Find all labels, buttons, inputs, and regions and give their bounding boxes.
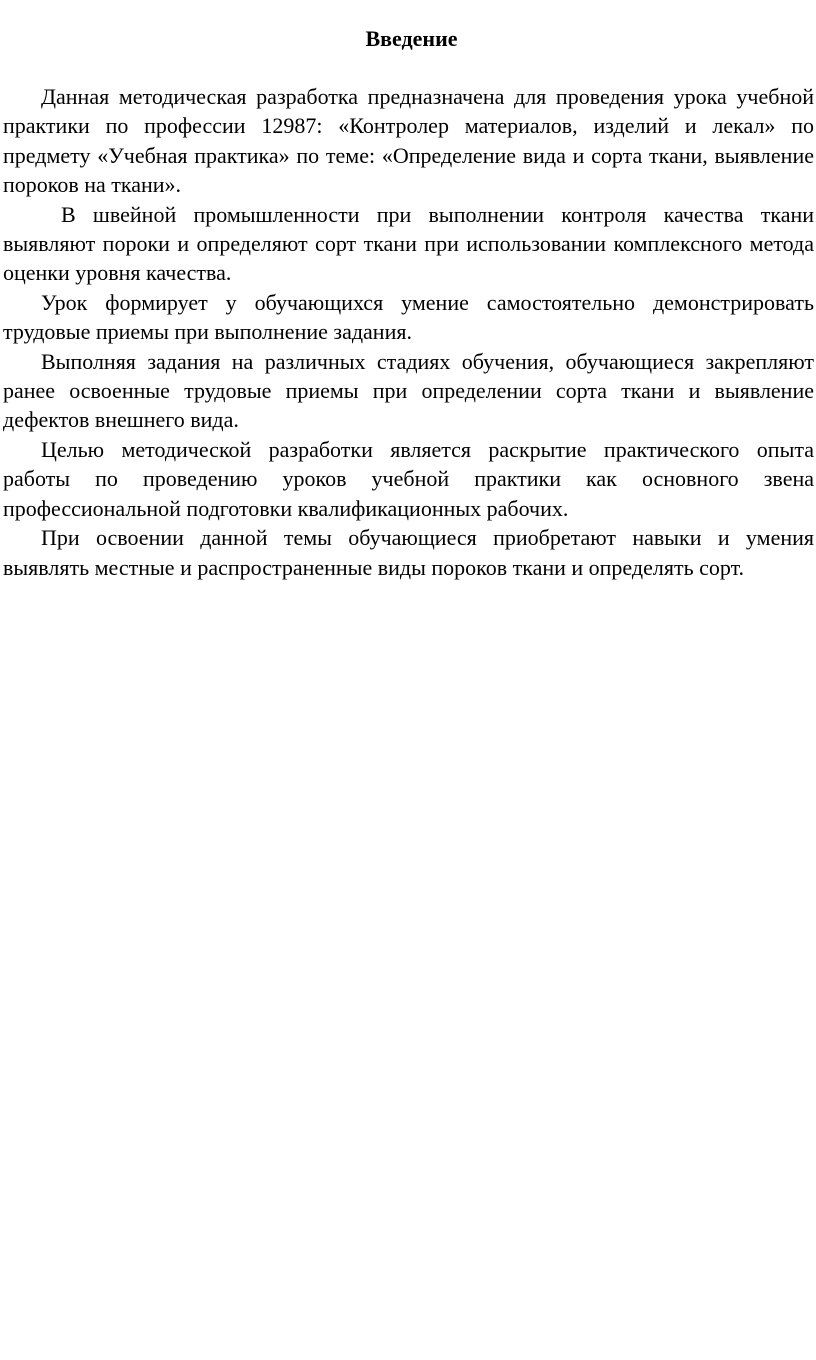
paragraph-lesson-skills: Урок формирует у обучающихся умение самостоятельно демонстрировать трудовые приемы при выполнение задания. (3, 289, 814, 345)
paragraph-goal: Целью методической разработки является раскрытие практического опыта работы по проведению уроков учебной практики как основного звена профессиональной подготовки квалификационных рабочих. (3, 436, 814, 521)
document-body (3, 82, 814, 582)
document-title: Введение (365, 26, 458, 51)
paragraph-tasks: Выполняя задания на различных стадиях обучения, обучающиеся закрепляют ранее освоенные трудовые приемы при определении сорта ткани и выявление дефектов внешнего вида. (3, 348, 814, 433)
paragraph-industry: В швейной промышленности при выполнении контроля качества ткани выявляют пороки и определяют сорт ткани при использовании комплексного метода оценки уровня качества. (3, 201, 814, 286)
paragraph-purpose: Данная методическая разработка предназначена для проведения урока учебной практики по профессии 12987: «Контролер материалов, изделий и лекал» по предмету «Учебная практика» по теме: «Определение вида и сорта ткани, выявление пороков на ткани». (3, 84, 814, 198)
paragraph-outcome: При освоении данной темы обучающиеся приобретают навыки и умения выявлять местные и распространенные виды пороков ткани и определять сорт. (3, 525, 814, 580)
